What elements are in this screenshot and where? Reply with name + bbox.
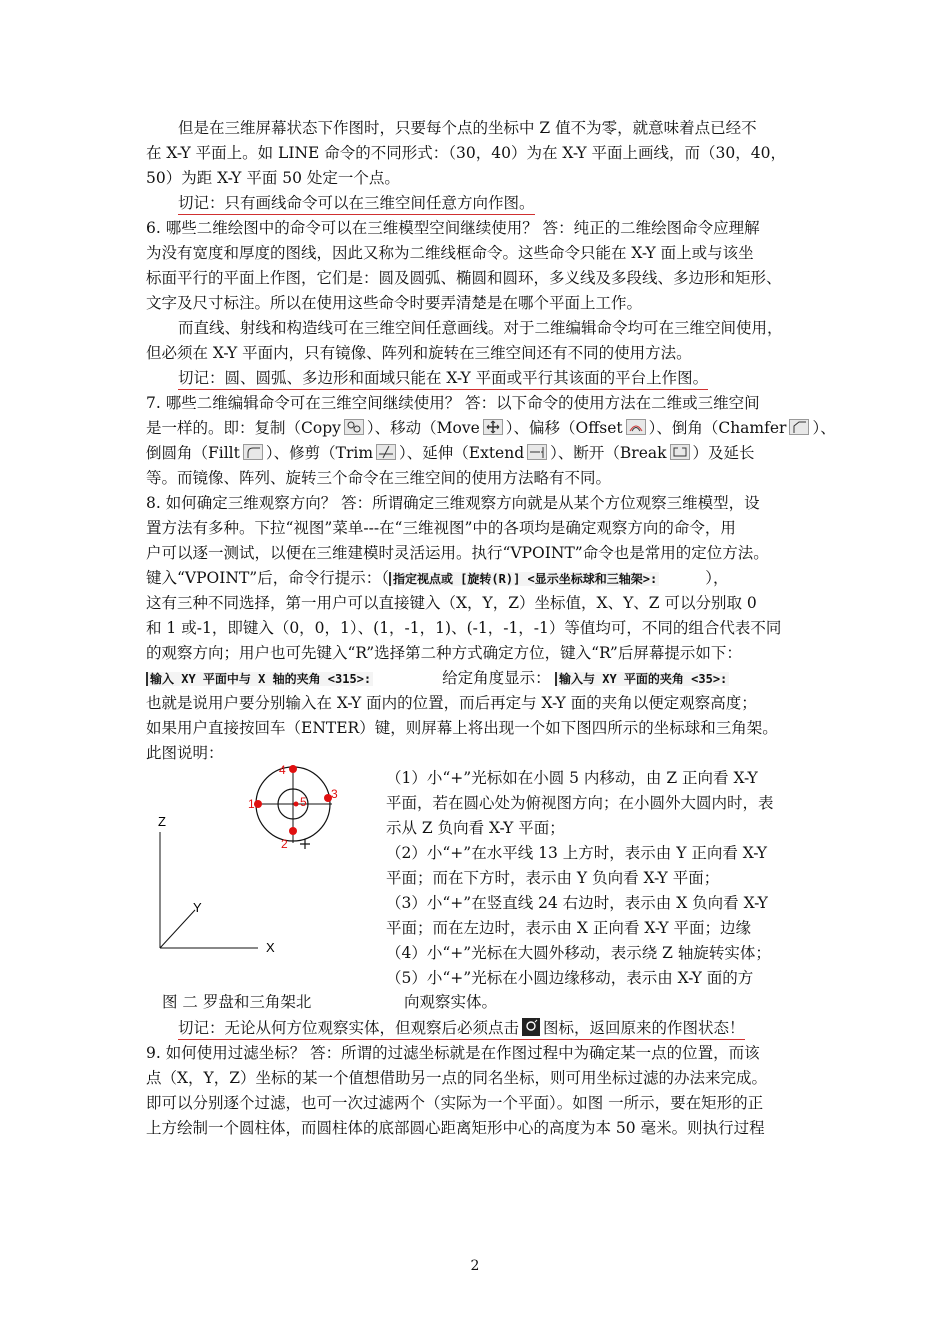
paragraph-line: 置方法有多种。下拉“视图”菜单---在“三维视图”中的各项均是确定观察方向的命令，用: [146, 519, 736, 537]
axis-y-label: Y: [193, 900, 202, 915]
paragraph-line: 为没有宽度和厚度的图线，因此又称为二维线框命令。这些命令只能在 X-Y 面上或与该坐: [146, 244, 754, 262]
compass-point-4: [289, 765, 297, 773]
extend-icon: [527, 444, 547, 460]
prompt-row: 输入 XY 平面中与 X 轴的夹角 <315>: 给定角度显示： 输入与 XY 平面的夹角 <35>:: [146, 668, 729, 689]
trim-icon: [376, 444, 396, 460]
angle-elevation-prompt: 输入与 XY 平面的夹角 <35>:: [555, 672, 729, 686]
axis-x-label: X: [266, 940, 275, 955]
figure-caption: 图 二 罗盘和三角架北: [162, 993, 312, 1011]
label-4: 4: [279, 763, 286, 777]
figure-note: （1）小“+”光标如在小圆 5 内移动，由 Z 正向看 X-Y: [386, 769, 758, 787]
paragraph-line: 而直线、射线和构造线可在三维空间任意画线。对于二维编辑命令均可在三维空间使用，: [178, 319, 783, 337]
paragraph-line: 等。而镜像、阵列、旋转三个命令在三维空间的使用方法略有不同。: [146, 469, 612, 487]
paragraph-line: 的观察方向；用户也可先键入“R”选择第二种方式确定方位，键入“R”后屏幕提示如下：: [146, 644, 742, 662]
paragraph-line: 但必须在 X-Y 平面内，只有镜像、阵列和旋转在三维空间还有不同的使用方法。: [146, 344, 692, 362]
figure-note: （5）小“+”光标在小圆边缘移动，表示由 X-Y 面的方: [386, 969, 754, 987]
paragraph-line: 在 X-Y 平面上。如 LINE 命令的不同形式：（30，40）为在 X-Y 平面上画线，而（30，40，: [146, 144, 786, 162]
command-list-line-1: 是一样的。即：复制（Copy ）、移动（Move ）、偏移（Offset ）、倒角（Chamfer ）、: [146, 419, 836, 437]
paragraph-line: 标面平行的平面上作图，它们是：圆及圆弧、椭圆和圆环，多义线及多段线、多边形和矩形、: [146, 269, 782, 287]
paragraph-line: 户可以逐一测试，以便在三维建模时灵活运用。执行“VPOINT”命令也是常用的定位方法。: [146, 544, 769, 562]
figure-note: 向观察实体。: [404, 993, 498, 1011]
break-icon: [670, 444, 690, 460]
page-number: 2: [470, 1258, 480, 1274]
compass-tripod-figure: [150, 760, 390, 1010]
label-3: 3: [331, 787, 338, 801]
compass-point-2: [289, 827, 297, 835]
label-5: 5: [300, 795, 307, 809]
paragraph-line: 点（X，Y，Z）坐标的某一个值想借助另一点的同名坐标，则可用坐标过滤的办法来完成。: [146, 1069, 768, 1087]
question-8: 8. 如何确定三维观察方向？ 答：所谓确定三维观察方向就是从某个方位观察三维模型，设: [146, 494, 760, 512]
paragraph-line: 上方绘制一个圆柱体，而圆柱体的底部圆心距离矩形中心的高度为本 50 毫米。则执行过程: [146, 1119, 765, 1137]
previous-view-icon: [522, 1018, 540, 1036]
warning-note-1: 切记：只有画线命令可以在三维空间任意方向作图。: [178, 193, 535, 213]
paragraph-line: 和 1 或-1，即键入（0，0，1）、(1，-1，1)、(-1，-1，-1）等值均可，不同的组合代表不同: [146, 619, 782, 637]
figure-note: 平面；而在下方时，表示由 Y 负向看 X-Y 平面；: [386, 869, 720, 887]
question-6: 6. 哪些二维绘图中的命令可以在三维模型空间继续使用？ 答：纯正的二维绘图命令应理解: [146, 219, 760, 237]
offset-icon: [626, 419, 646, 435]
figure-note: （2）小“+”在水平线 13 上方时，表示由 Y 正向看 X-Y: [386, 844, 768, 862]
paragraph-line: 这有三种不同选择，第一用户可以直接键入（X，Y，Z）坐标值，X、Y、Z 可以分别取 0: [146, 594, 757, 612]
angle-xy-prompt: 输入 XY 平面中与 X 轴的夹角 <315>:: [146, 672, 373, 686]
label-2: 2: [281, 837, 288, 851]
compass-point-5: [294, 802, 299, 807]
vpoint-line: 键入“VPOINT”后，命令行提示：（ 指定视点或 [旋转(R)] <显示坐标球和三轴架>: ），: [146, 569, 729, 587]
warning-note-2: 切记：圆、圆弧、多边形和面域只能在 X-Y 平面或平行其该面的平台上作图。: [178, 368, 708, 388]
warning-note-3: 切记：无论从何方位观察实体，但观察后必须点击 图标，返回原来的作图状态！: [178, 1018, 745, 1038]
compass-tripod-diagram: [150, 760, 390, 1010]
chamfer-icon: [789, 419, 809, 435]
paragraph-line: 如果用户直接按回车（ENTER）键，则屏幕上将出现一个如下图四所示的坐标球和三角架。: [146, 719, 778, 737]
axis-z-label: Z: [158, 814, 166, 829]
move-icon: [483, 419, 503, 435]
fillet-icon: [243, 444, 263, 460]
paragraph-line: 但是在三维屏幕状态下作图时，只要每个点的坐标中 Z 值不为零，就意味着点已经不: [178, 119, 757, 137]
compass-point-1: [254, 800, 262, 808]
question-7: 7. 哪些二维编辑命令可在三维空间继续使用？ 答：以下命令的使用方法在二维或三维空间: [146, 394, 760, 412]
figure-note: 平面，若在圆心处为俯视图方向；在小圆外大圆内时，表: [386, 794, 774, 812]
figure-note: （4）小“+”光标在大圆外移动，表示绕 Z 轴旋转实体；: [386, 944, 771, 962]
figure-note: 示从 Z 负向看 X-Y 平面；: [386, 819, 565, 837]
vpoint-prompt: 指定视点或 [旋转(R)] <显示坐标球和三轴架>:: [389, 572, 659, 586]
figure-note: 平面；而在左边时，表示由 X 正向看 X-Y 平面；边缘: [386, 919, 751, 937]
figure-note: （3）小“+”在竖直线 24 右边时，表示由 X 负向看 X-Y: [386, 894, 768, 912]
paragraph-line: 文字及尺寸标注。所以在使用这些命令时要弄清楚是在哪个平面上工作。: [146, 294, 643, 312]
copy-icon: [344, 419, 364, 435]
label-1: 1: [248, 797, 255, 811]
command-list-line-2: 倒圆角（Fillt ）、修剪（Trim ）、延伸（Extend ）、断开（Break ）及延长: [146, 444, 755, 462]
paragraph-line: 即可以分别逐个过滤，也可一次过滤两个（实际为一个平面）。如图 一所示，要在矩形的正: [146, 1094, 764, 1112]
paragraph-line: 50）为距 X-Y 平面 50 处定一个点。: [146, 169, 400, 187]
paragraph-line: 此图说明：: [146, 744, 224, 762]
paragraph-line: 也就是说用户要分别输入在 X-Y 面内的位置，而后再定与 X-Y 面的夹角以便定观察高度；: [146, 694, 757, 712]
question-9: 9. 如何使用过滤坐标？ 答：所谓的过滤坐标就是在作图过程中为确定某一点的位置，而该: [146, 1044, 760, 1062]
